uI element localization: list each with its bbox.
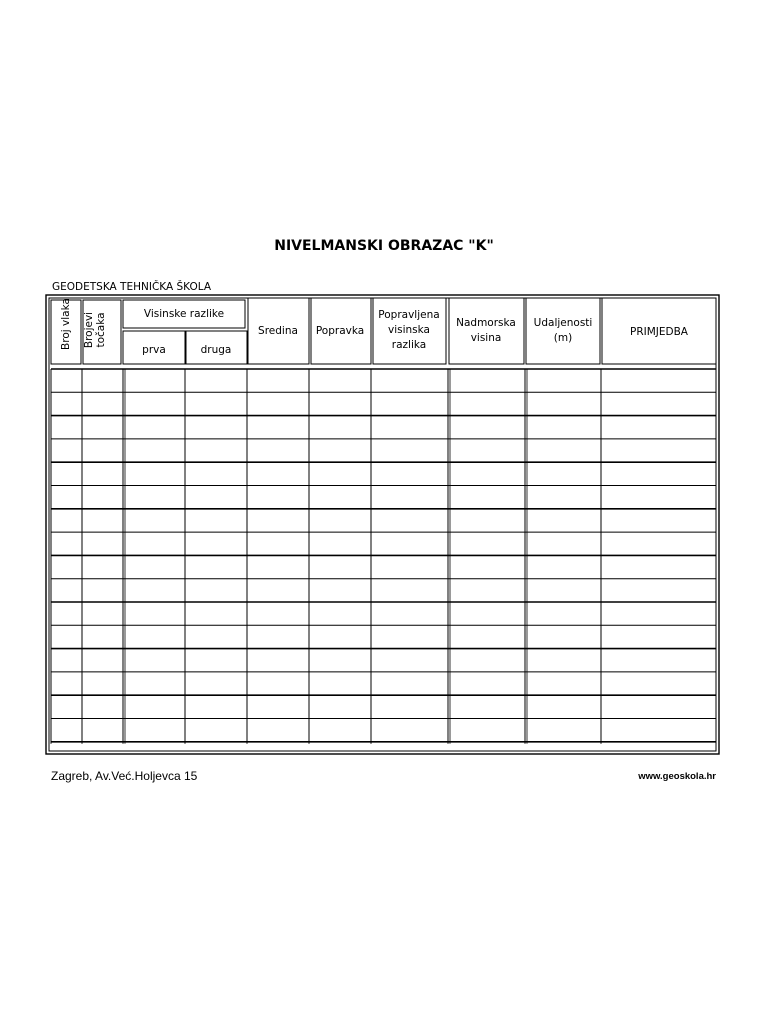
header-druga: druga (200, 343, 232, 356)
inner-border (49, 298, 716, 751)
form-grid-lines (45, 294, 721, 756)
page-title: NIVELMANSKI OBRAZAC "K" (274, 238, 494, 254)
header-udaljenosti-line2: (m) (553, 332, 573, 344)
header-udaljenosti-line1: Udaljenosti (533, 317, 593, 329)
school-name: GEODETSKA TEHNIČKA ŠKOLA (52, 281, 212, 293)
header-popravljena-line1: Popravljena (378, 308, 440, 321)
header-popravljena-line2: visinska (388, 323, 430, 336)
header-brojevi-line1: Brojevi (83, 311, 95, 349)
leveling-form-table (45, 294, 721, 756)
header-popravka: Popravka (315, 324, 365, 337)
header-nadmorska-line2: visina (470, 332, 502, 344)
header-udaljenosti (525, 314, 601, 348)
header-brojevi-line2: točaka (95, 312, 107, 348)
header-primjedba: PRIMJEDBA (630, 325, 688, 338)
header-visinske-razlike: Visinske razlike (143, 307, 225, 320)
header-nadmorska-line1: Nadmorska (456, 317, 516, 329)
footer-website: www.geoskola.hr (638, 771, 716, 782)
header-broj-vlaka: Broj vlaka (60, 298, 72, 350)
header-popravljena-visinska-razlika (371, 306, 447, 354)
header-nadmorska-visina (448, 314, 524, 348)
header-prva: prva (142, 343, 166, 356)
header-brojevi-tocaka (83, 295, 107, 365)
header-sredina: Sredina (258, 324, 298, 337)
footer-address: Zagreb, Av.Već.Holjevca 15 (51, 769, 198, 783)
header-popravljena-line3: razlika (391, 338, 427, 351)
